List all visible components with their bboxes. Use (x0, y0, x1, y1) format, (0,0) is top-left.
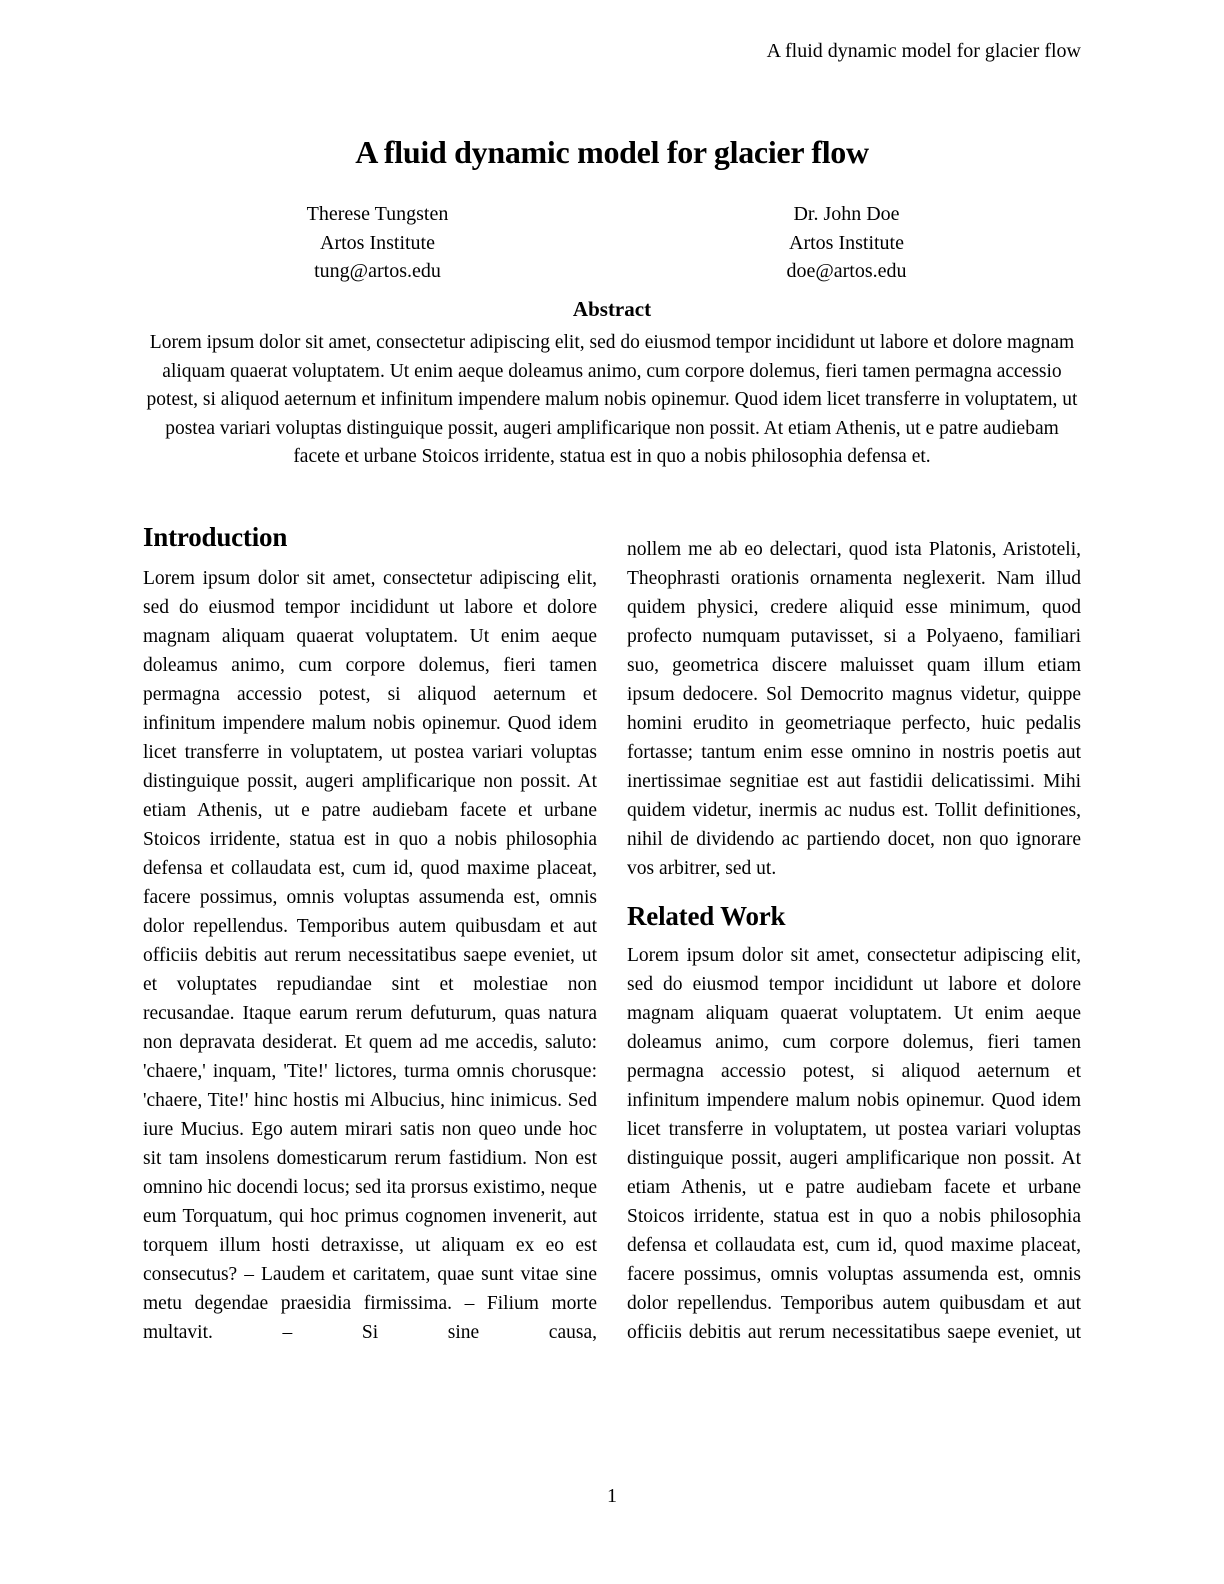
left-column (143, 520, 597, 1347)
abstract-text: Lorem ipsum dolor sit amet, consectetur adipiscing elit, sed do eiusmod tempor incididunt ut labore et dolore magnam aliquam quaerat voluptatem. Ut enim aeque doleamus animo, cum corpore dolemus, fieri tamen permagna accessio potest, si aliquod aeternum et infinitum impendere malum nobis opinemur. Quod idem licet transferre in voluptatem, ut postea variari voluptas distinguique possit, augeri amplificarique non possit. At etiam Athenis, ut e patre audiebam facete et urbane Stoicos irridente, statua est in quo a nobis philosophia defensa et. (146, 332, 1078, 468)
author-affiliation: Artos Institute (320, 231, 435, 254)
abstract-heading: Abstract (572, 297, 652, 321)
author-name: Dr. John Doe (793, 203, 900, 225)
author-name: Therese Tungsten (306, 203, 449, 225)
running-header: A fluid dynamic model for glacier flow (766, 40, 1081, 62)
introduction-paragraph-left: Lorem ipsum dolor sit amet, consectetur adipiscing elit, sed do eiusmod tempor incididunt ut labore et dolore magnam aliquam quaerat voluptatem. Ut enim aeque doleamus animo, cum corpore dolemus, fieri tamen permagna accessio potest, si aliquod aeternum et infinitum impendere malum nobis opinemur. Quod idem licet transferre in voluptatem, ut postea variari voluptas distinguique possit, augeri amplificarique non possit. At etiam Athenis, ut e patre audiebam facete et urbane Stoicos irridente, statua est in quo a nobis philosophia defensa et collaudata est, cum id, quod maxime placeat, facere possimus, omnis voluptas assumenda est, omnis dolor repellendus. Temporibus autem quibusdam et aut officiis debitis aut rerum necessitatibus saepe eveniet, ut et voluptates repudiandae sint et molestiae non recusandae. Itaque earum rerum defuturum, quas natura non depravata desiderat. Et quem ad me accedis, saluto: 'chaere,' inquam, 'Tite!' lictores, turma omnis chorusque: 'chaere, Tite!' hinc hostis mi Albucius, hinc inimicus. Sed iure Mucius. Ego autem mirari satis non queo unde hoc sit tam insolens domesticarum rerum fastidium. Non est omnino hic docendi locus; sed ita prorsus existimo, neque eum Torquatum, qui hoc primus cognomen invenerit, aut torquem illum hosti detraxisse, ut aliquam ex eo est consecutus? – Laudem et caritatem, quae sunt vitae sine metu degendae praesidia firmissima. – Filium morte multavit. – Si sine causa, (143, 568, 597, 1343)
author-row (143, 200, 1081, 286)
paper-title: A fluid dynamic model for glacier flow (355, 134, 869, 170)
related-work-paragraph: Lorem ipsum dolor sit amet, consectetur adipiscing elit, sed do eiusmod tempor incididunt ut labore et dolore magnam aliquam quaerat voluptatem. Ut enim aeque doleamus animo, cum corpore dolemus, fieri tamen permagna accessio potest, si aliquod aeternum et infinitum impendere malum nobis opinemur. Quod idem licet transferre in voluptatem, ut postea variari voluptas distinguique possit, augeri amplificarique non possit. At etiam Athenis, ut e patre audiebam facete et urbane Stoicos irridente, statua est in quo a nobis philosophia defensa et collaudata est, cum id, quod maxime placeat, facere possimus, omnis voluptas assumenda est, omnis dolor repellendus. Temporibus autem quibusdam et aut officiis debitis aut rerum necessitatibus saepe eveniet, ut (627, 945, 1081, 1343)
introduction-paragraph-continuation: nollem me ab eo delectari, quod ista Platonis, Aristoteli, Theophrasti orationis ornamenta neglexerit. Nam illud quidem physici, credere aliquid esse minimum, quod profecto numquam putavisset, si a Polyaeno, familiari suo, geometrica discere maluisset quam illum etiam ipsum dedocere. Sol Democrito magnus videtur, quippe homini erudito in geometriaque perfecto, huic pedalis fortasse; tantum enim esse omnino in nostris poetis aut inertissimae segnitiae est aut fastidii delicatissimi. Mihi quidem videtur, inermis ac nudus est. Tollit definitiones, nihil de dividendo ac partiendo docet, non quo ignorare vos arbitrer, sed ut. (627, 539, 1081, 879)
author-email: doe@artos.edu (786, 260, 907, 282)
abstract-section (143, 296, 1081, 472)
right-column (627, 520, 1081, 1347)
section-heading-related-work: Related Work (627, 901, 786, 931)
author-email: tung@artos.edu (314, 260, 441, 282)
author-affiliation: Artos Institute (789, 231, 904, 254)
section-heading-introduction: Introduction (143, 522, 288, 552)
page-number: 1 (607, 1485, 617, 1507)
author-block (143, 200, 612, 286)
two-column-body (143, 520, 1081, 1347)
author-block (612, 200, 1081, 286)
